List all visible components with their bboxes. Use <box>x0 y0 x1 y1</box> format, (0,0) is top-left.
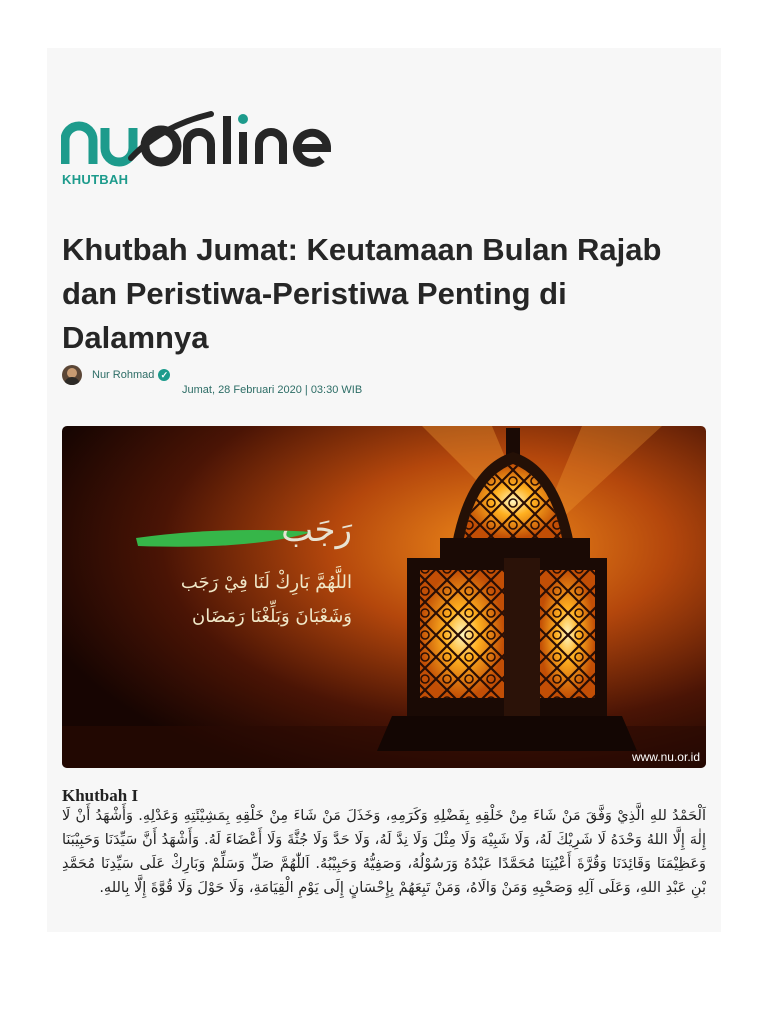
hero-image <box>62 426 706 768</box>
author-byline[interactable] <box>62 365 170 385</box>
hero-prayer-line-1: اللَّهُمَّ بَارِكْ لَنَا فِيْ رَجَب <box>180 572 352 593</box>
khutbah-heading: Khutbah I <box>62 786 139 805</box>
author-avatar <box>62 365 82 385</box>
nu-online-logo[interactable] <box>61 106 351 176</box>
article-card <box>47 48 721 932</box>
section-label[interactable]: KHUTBAH <box>62 172 129 187</box>
author-name[interactable]: Nur Rohmad <box>92 369 155 381</box>
hero-arabic-text <box>132 508 352 634</box>
article-title: Khutbah Jumat: Keutamaan Bulan Rajab dan Peristiwa-Peristiwa Penting di Dalamnya <box>62 232 662 355</box>
verified-check-icon: ✓ <box>158 369 170 381</box>
hero-prayer-line-2: وَشَعْبَانَ وَبَلِّغْنَا رَمَضَان <box>192 606 352 627</box>
hero-heading-ar: رَجَب <box>281 510 352 550</box>
publish-date: Jumat, 28 Februari 2020 | 03:30 WIB <box>182 384 363 396</box>
khutbah-arabic-text <box>62 804 706 900</box>
image-watermark: www.nu.or.id <box>631 750 700 764</box>
arabic-paragraph: اَلْحَمْدُ للهِ الَّذِيْ وَفَّقَ مَنْ شَاءَ مِنْ خَلْقِهِ بِفَضْلِهِ وَكَرَمِهِ، وَخَذَلَ مَنْ شَاءَ مِنْ خَلْقِهِ بِمَشِيْئَتِهِ وَعَدْلِهِ. وَأَشْهَدُ أَنْ لَا إِلٰهَ إِلَّا اللهُ وَحْدَهُ لَا شَرِيْكَ لَهُ، وَلَا شَبِيْهَ وَلَا مِثْلَ وَلَا نِدَّ لَهُ، وَلَا حَدَّ وَلَا جُثَّةَ وَلَا أَعْضَاءَ لَهُ. وَأَشْهَدُ أَنَّ سَيِّدَنَا وَحَبِيْبَنَا وَعَظِيْمَنَا وَقَائِدَنَا وَقُرَّةَ أَعْيُنِنَا مُحَمَّدًا عَبْدُهُ وَرَسُوْلُهُ، وَصَفِيُّهُ وَحَبِيْبُهُ. اَللّٰهُمَّ صَلِّ وَسَلِّمْ وَبَارِكْ عَلَى سَيِّدِنَا مُحَمَّدِ بْنِ عَبْدِ اللهِ، وَعَلَى آلِهِ وَصَحْبِهِ وَمَنْ وَالَاهُ، وَمَنْ تَبِعَهُمْ بِإِحْسَانٍ إِلَى يَوْمِ الْقِيَامَةِ، وَلَا حَوْلَ وَلَا قُوَّةَ إِلَّا بِاللهِ. <box>62 808 706 896</box>
